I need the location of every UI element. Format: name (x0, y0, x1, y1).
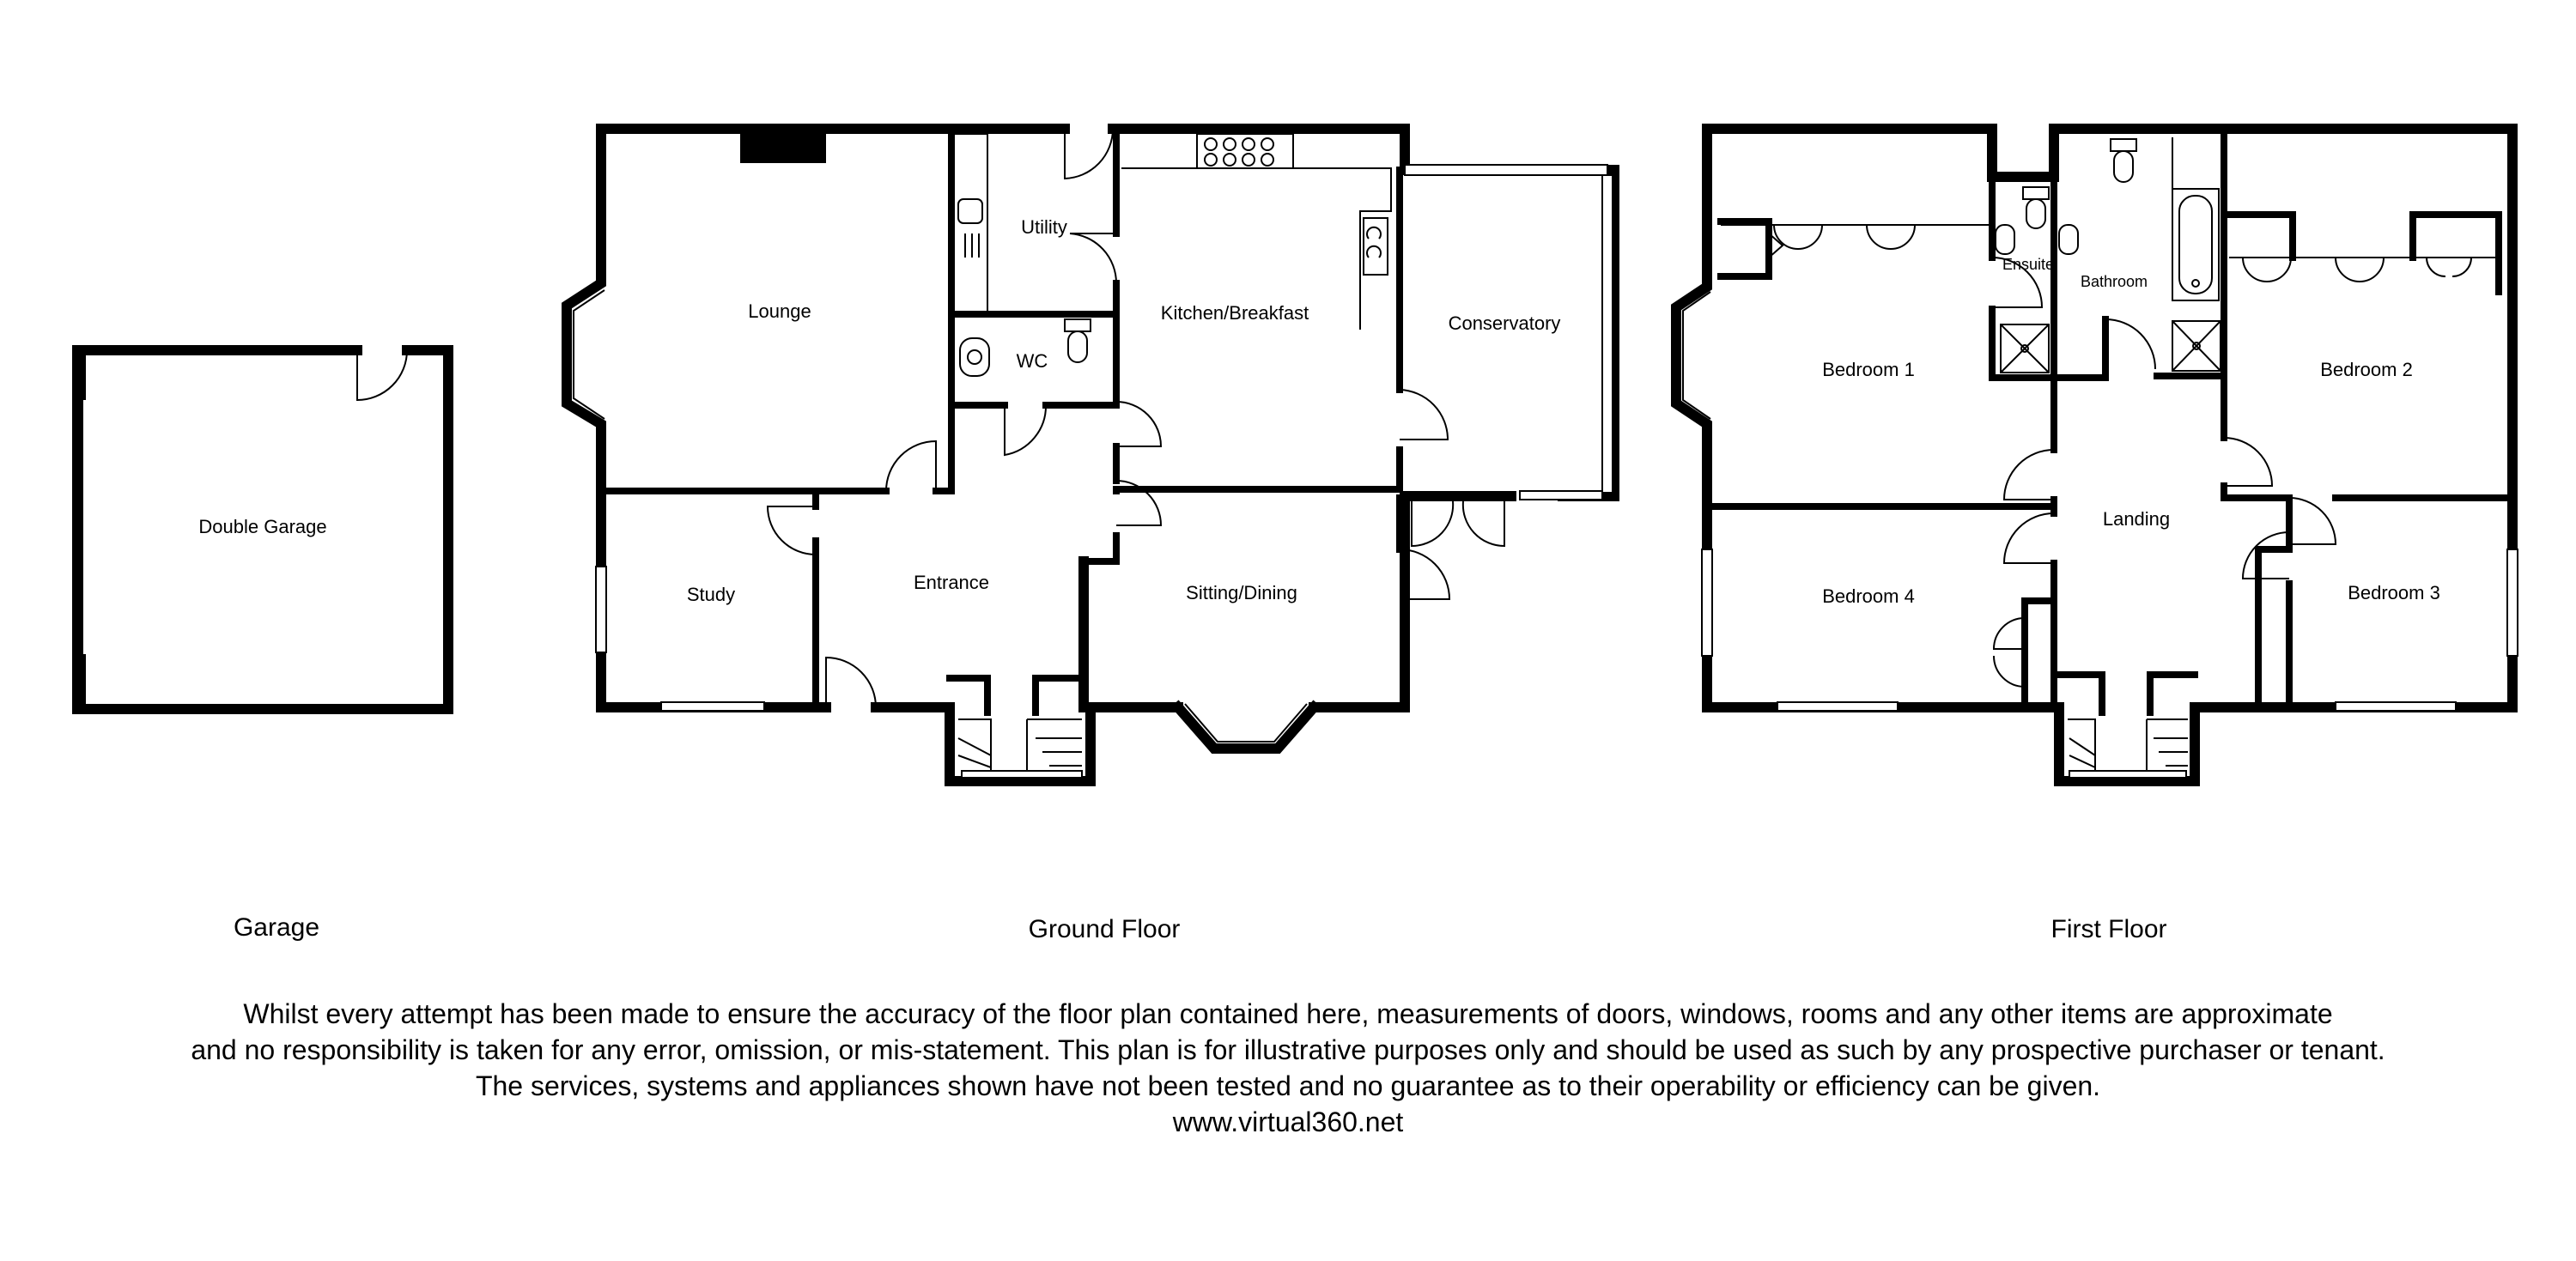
room-label-bedroom-4: Bedroom 4 (1822, 585, 1915, 607)
room-label-double-garage: Double Garage (198, 516, 327, 537)
room-label-lounge: Lounge (748, 300, 811, 322)
room-label-bedroom-2: Bedroom 2 (2320, 359, 2413, 380)
room-label-kitchen: Kitchen/Breakfast (1160, 302, 1309, 324)
floor-title-ground: Ground Floor (1028, 915, 1181, 943)
room-label-entrance: Entrance (913, 572, 990, 593)
room-label-study: Study (686, 584, 736, 605)
disclaimer (0, 996, 2576, 1140)
room-label-bedroom-1: Bedroom 1 (1822, 359, 1915, 380)
room-label-bedroom-3: Bedroom 3 (2348, 582, 2440, 603)
room-label-sitting-dining: Sitting/Dining (1186, 582, 1297, 603)
floor-title-first: First Floor (2050, 915, 2167, 943)
first-floor-plan (1676, 129, 2518, 781)
garage-plan (72, 345, 448, 709)
disclaimer-line-1: Whilst every attempt has been made to ensure the accuracy of the floor plan contained here, measurements of doors, windows, rooms and any other items are approximate (243, 998, 2333, 1029)
website-link[interactable]: www.virtual360.net (1172, 1106, 1404, 1137)
room-label-ensuite: Ensuite (2002, 256, 2055, 273)
disclaimer-line-3: The services, systems and appliances shown have not been tested and no guarantee as to their operability or efficiency can be given. (475, 1070, 2101, 1101)
room-label-conservatory: Conservatory (1448, 312, 1561, 334)
room-label-landing: Landing (2102, 508, 2171, 530)
room-label-bathroom: Bathroom (2080, 273, 2148, 290)
room-label-utility: Utility (1021, 216, 1067, 238)
ground-floor-plan (567, 129, 1614, 781)
room-label-wc: WC (1016, 350, 1048, 372)
floor-title-garage: Garage (233, 913, 320, 942)
disclaimer-line-2: and no responsibility is taken for any error, omission, or mis-statement. This plan is for illustrative purposes only and should be used as such by any prospective purchaser or tenant. (191, 1034, 2385, 1065)
